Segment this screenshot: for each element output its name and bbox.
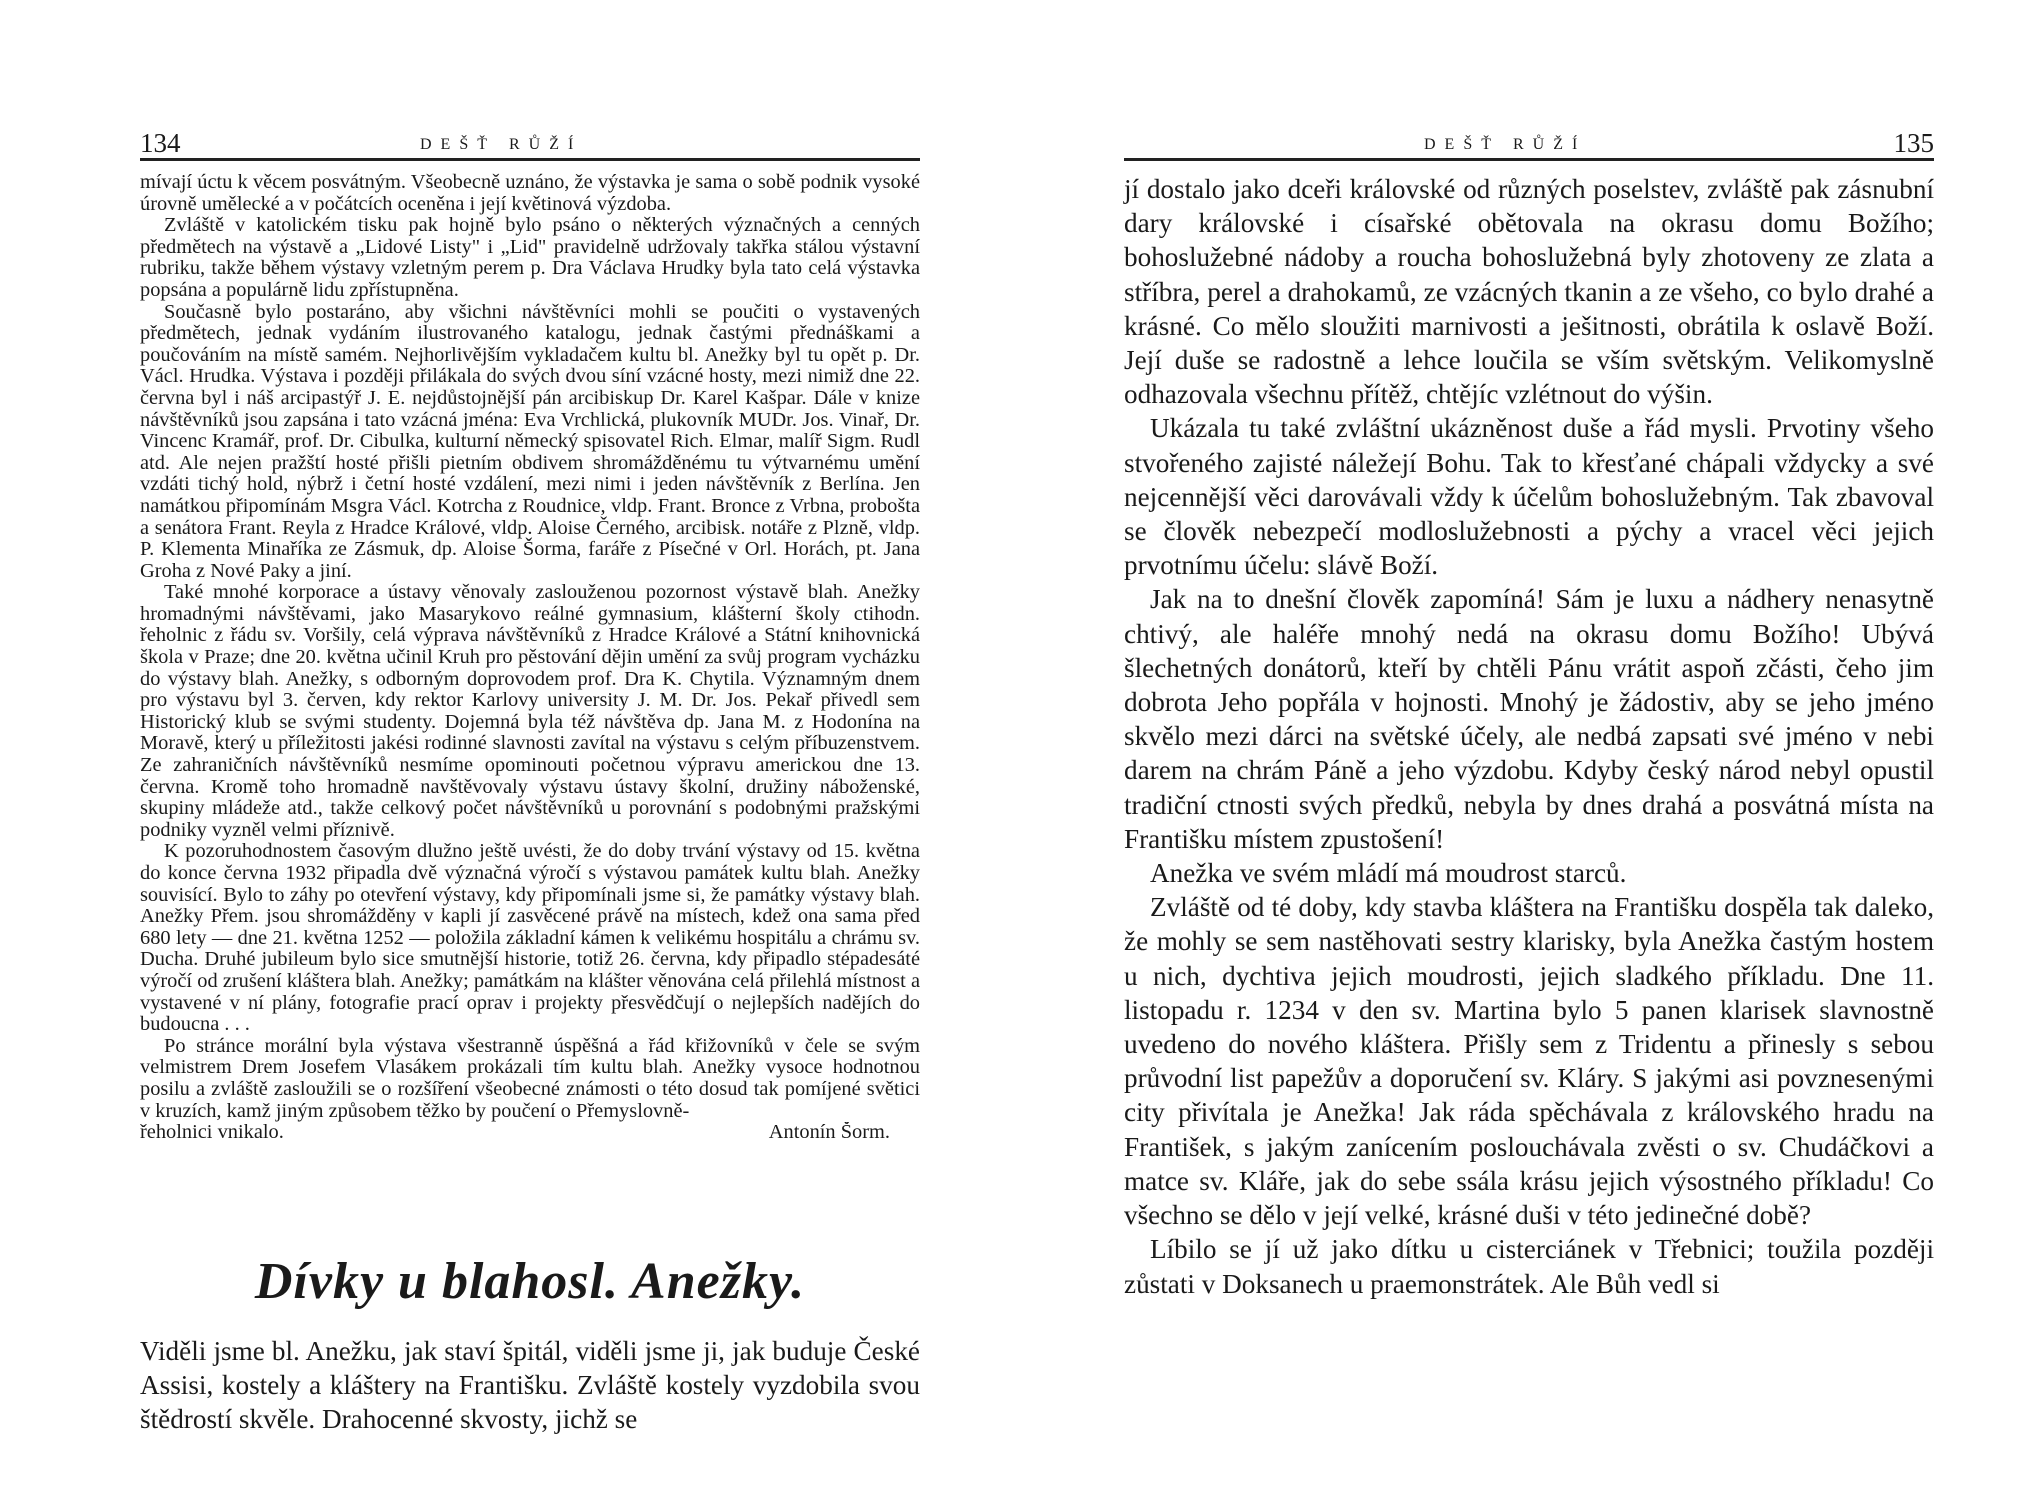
paragraph: Viděli jsme bl. Anežku, jak staví špitál, viděli jsme ji, jak buduje České Assisi, kostely a kláštery na Františku. Zvláště kostely vyzdobila svou štědrostí skvěle. Drahocenné skvosty, jichž se: [140, 1336, 920, 1435]
report-text: [140, 172, 920, 1144]
page-number: 134: [140, 128, 181, 158]
header-rule: [1124, 158, 1934, 161]
author-signature: Antonín Šorm.: [768, 1122, 890, 1144]
paragraph: Jak na to dnešní člověk zapomíná! Sám je luxu a nádhery nenasytně chtivý, ale haléře mnohý nedá na okrasu domu Božího! Ubývá šlechetných donátorů, kteří by chtěli Pánu vrátit aspoň zčásti, čeho jim dobrota Jeho popřála v hojnosti. Mnohý je žádostiv, aby se jeho jméno skvělo mezi dárci na světské účely, ale nedbá zapsati své jméno v nebi darem na chrám Páně a jeho výzdobu. Kdyby český národ nebyl opustil tradiční ctnosti svých předků, nebyla by dnes drahá a posvátná místa na Františku místem zpustošení!: [1124, 584, 1934, 854]
article-title: Dívky u blahosl. Anežky.: [254, 1253, 806, 1310]
right-page-header: [1124, 128, 1934, 158]
paragraph: Po stránce morální byla výstava všestranně úspěšná a řád křižovníků v čele se svým velmistrem Drem Josefem Vlasákem prokázali tím kultu blah. Anežky vysoce hodnotnou posilu a zvláště zasloužili se o rozšíření všeobecné známosti o této dosud tak pomíjené světici v kruzích, kamž jiným způsobem těžko by poučení o Přemyslovně-: [140, 1034, 920, 1122]
right-page: [1014, 0, 2028, 1500]
closing-line: řeholnici vnikalo.: [140, 1122, 284, 1144]
paragraph: Také mnohé korporace a ústavy věnovaly zaslouženou pozornost výstavě blah. Anežky hromadnými návštěvami, jako Masarykovo reálné gymnasium, klášterní školy ctihodn. řeholnic z řádu sv. Voršily, celá výprava návštěvníků z Hradce Králové a Státní knihovnická škola v Praze; dne 20. května učinil Kruh pro pěstování dějin umění za svůj program vycházku do výstavy blah. Anežky, s odborným doprovodem prof. Dra K. Chytila. Významným dnem pro výstavu byl 3. červen, kdy rektor Karlovy university J. M. Dr. Jos. Pekař přivedl sem Historický klub se svými studenty. Dojemná byla též návštěva dp. Jana M. z Hodonína na Moravě, který u příležitosti jakési rodinné slavnosti zavítal na výstavu s celým příbuzenstvem. Ze zahraničních návštěvníků nesmíme opominouti početnou výpravu americkou dne 13. června. Kromě toho hromadně navštěvovaly výstavu ústavy školní, družiny náboženské, skupiny mládeže atd., takže celkový počet návštěvníků u porovnání s podobnými pražskými podniky vyzněl velmi příznivě.: [140, 581, 920, 841]
left-page-header: [140, 128, 920, 158]
article-text: [140, 1334, 920, 1437]
running-head: DEŠŤ RŮŽÍ: [420, 136, 583, 153]
running-head: DEŠŤ RŮŽÍ: [1424, 136, 1587, 153]
paragraph: Zvláště v katolickém tisku pak hojně bylo psáno o některých význačných a cenných předmětech na výstavě a „Lidové Listy" i „Lid" pravidelně udržovaly takřka stálou výstavní rubriku, takže během výstavy vzletným perem p. Dra Václava Hrudky byla tato celá výstavka popsána a populárně lidu zpřístupněna.: [140, 214, 920, 301]
paragraph: K pozoruhodnostem časovým dlužno ještě uvésti, že do doby trvání výstavy od 15. května do konce června 1932 připadla dvě význačná výročí s výstavou památek kultu blah. Anežky souvisící. Bylo to záhy po otevření výstavy, kdy připomínali jsme si, že památky výstavy blah. Anežky Přem. jsou shromážděny v kapli jí zasvěcené právě na místech, kdež ona sama před 680 lety — dne 21. května 1252 — položila základní kámen k velikému hospitálu a chrámu sv. Ducha. Druhé jubileum bylo sice smutnější historie, totiž 26. června, kdy připadlo stépadesáté výročí od zrušení kláštera blah. Anežky; památkám na klášter věnována celá přilehlá místnost a vystavené v ní plány, fotografie prací oprav i projekty přesvědčují o nejlepších nadějích do budoucna . . .: [140, 840, 920, 1036]
article-text-continued: [1124, 172, 1934, 1301]
paragraph: Líbilo se jí už jako dítku u cisterciánek v Třebnici; toužila později zůstati v Doksanech u praemonstrátek. Ale Bůh vedl si: [1124, 1234, 1934, 1299]
paragraph: Anežka ve svém mládí má moudrost starců.: [1150, 858, 1627, 889]
paragraph: jí dostalo jako dceři královské od různých poselstev, zvláště pak zásnubní dary královské i císařské obětovala na okrasu domu Božího; bohoslužebné nádoby a roucha bohoslužebná byly zhotoveny ze zlata a stříbra, perel a drahokamů, ze vzácných tkanin a ze všeho, co bylo drahé a krásné. Co mělo sloužiti marnivosti a ješitnosti, obrátila k oslavě Boží. Její duše se radostně a lehce loučila se vším světským. Velikomyslně odhazovala všechnu přítěž, chtějíc vzlétnout do výšin.: [1124, 174, 1934, 410]
page-number: 135: [1893, 128, 1934, 158]
paragraph: Současně bylo postaráno, aby všichni návštěvníci mohli se poučiti o vystavených předmětech, jednak vydáním ilustrovaného katalogu, jednak častými přednáškami a poučováním na místě samém. Nejhorlivějším vykladačem kultu bl. Anežky byl tu opět p. Dr. Václ. Hrudka. Výstava i později přilákala do svých dvou síní vzácné hosty, mezi nimiž dne 22. června byl i náš arcipastýř J. E. nejdůstojnější pán arcibiskup Dr. Karel Kašpar. Dále v knize návštěvníků jsou zapsána i tato vzácná jména: Eva Vrchlická, plukovník MUDr. Jos. Vinař, Dr. Vincenc Kramář, prof. Dr. Cibulka, kulturní německý spisovatel Rich. Elmar, malíř Sigm. Rudl atd. Ale nejen pražští hosté přišli pietním obdivem shromážděnému tu výtvarnému umění vzdáti tichý hold, nýbrž i četní hosté vzdálení, mezi nimi i jeden návštěvník z Berlína. Jen namátkou připomínám Msgra Václ. Kotrcha z Roudnice, vldp. Frant. Bronce z Vrbna, proboštа a senátora Frant. Reyla z Hradce Králové, vldp. Aloise Černého, arcibisk. notáře z Plzně, vldp. P. Klementa Minaříka ze Zásmuk, dp. Aloise Šorma, faráře z Písečné v Orl. Horách, pt. Jana Groha z Nové Paky a jiní.: [140, 300, 920, 582]
paragraph: Ukázala tu také zvláštní ukázněnost duše a řád mysli. Prvotiny všeho stvořeného zajisté náležejí Bohu. Tak to křesťané chápali vždycky a své nejcennější věci darovávali vždy k účelům bohoslužebným. Tak zbavoval se člověk nebezpečí modloslužebnosti a pýchy a vracel věci jejich prvotnímu účelu: slávě Boží.: [1124, 413, 1934, 581]
paragraph: Zvláště od té doby, kdy stavba kláštera na Františku dospěla tak daleko, že mohly se sem nastěhovati sestry klarisky, byla Anežka častým hostem u nich, dychtiva jejich moudrosti, jejich sladkého příkladu. Dne 11. listopadu r. 1234 v den sv. Martina bylo 5 panen klarisek slavnostně uvedeno do nového kláštera. Přišly sem z Tridentu a přinesly s sebou průvodní list papežův a doporučení sv. Kláry. S jakými asi povznesenými city přivítala je Anežka! Jak ráda spěchávala z královského hradu na František, s jakým zanícením poslouchávala zvěsti o sv. Chudáčkovi a matce sv. Kláře, jak do sebe ssála krásu jejich výsostného příkladu! Co všechno se dělo v její velké, krásné duši v této jedinečné době?: [1124, 892, 1934, 1231]
paragraph: mívají úctu k věcem posvátným. Všeobecně uznáno, že výstavka je sama o sobě podnik vysoké úrovně umělecké a v počátcích oceněna i její květinová výzdoba.: [140, 171, 920, 215]
header-rule: [140, 158, 920, 161]
